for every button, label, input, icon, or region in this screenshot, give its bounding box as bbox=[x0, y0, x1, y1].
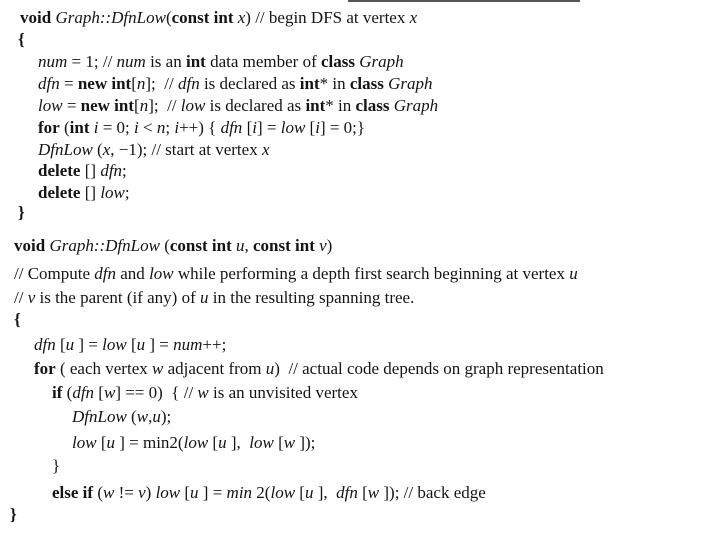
code-token: const int bbox=[171, 8, 238, 27]
code-token: else if bbox=[52, 483, 94, 502]
code-token: [ bbox=[295, 483, 305, 502]
code-token: [ bbox=[131, 74, 137, 93]
code-token: v bbox=[27, 288, 36, 307]
code-line bbox=[18, 30, 25, 50]
code-line bbox=[10, 505, 17, 525]
code-token: [ bbox=[126, 335, 137, 354]
code-token: Graph::DfnLow bbox=[49, 236, 160, 255]
code-token: num bbox=[38, 52, 68, 71]
code-token: u bbox=[236, 236, 245, 255]
code-token: ; bbox=[124, 183, 130, 202]
code-token: dfn bbox=[100, 161, 123, 180]
code-token: data member of bbox=[205, 52, 321, 71]
code-token: new int bbox=[80, 96, 135, 115]
code-token: u bbox=[190, 483, 199, 502]
code-token: [ bbox=[180, 483, 191, 502]
code-token: ( bbox=[159, 236, 170, 255]
code-token: ( each vertex bbox=[55, 359, 152, 378]
code-token: dfn bbox=[220, 118, 243, 137]
code-token: ) bbox=[326, 236, 333, 255]
code-token: , bbox=[244, 236, 253, 255]
code-token: } bbox=[52, 456, 61, 475]
code-token: [] bbox=[80, 183, 101, 202]
code-token: is an bbox=[145, 52, 186, 71]
code-token: class bbox=[349, 74, 384, 93]
code-token: is declared as bbox=[199, 74, 300, 93]
code-token: [ bbox=[357, 483, 368, 502]
code-line bbox=[14, 264, 578, 284]
code-token: [ bbox=[208, 433, 219, 452]
code-token: n bbox=[139, 96, 149, 115]
code-token: ) // actual code depends on graph representation bbox=[274, 359, 604, 378]
code-token: Graph bbox=[388, 74, 433, 93]
code-token: w bbox=[152, 359, 164, 378]
code-token: [] bbox=[80, 161, 101, 180]
code-token: ; bbox=[122, 161, 127, 180]
code-token: u bbox=[65, 335, 75, 354]
code-line bbox=[14, 236, 332, 256]
code-token: = 1; // bbox=[67, 52, 117, 71]
code-token: low bbox=[149, 264, 174, 283]
code-token: [ bbox=[134, 96, 140, 115]
code-token: for bbox=[38, 118, 60, 137]
code-token: low bbox=[155, 483, 181, 502]
code-token: int bbox=[69, 118, 90, 137]
code-token: low bbox=[249, 433, 274, 452]
code-token: } bbox=[18, 203, 25, 222]
code-token: while performing a depth first search beginning at vertex bbox=[173, 264, 570, 283]
code-token: [ bbox=[96, 433, 107, 452]
code-token: low bbox=[280, 118, 306, 137]
code-token: x bbox=[102, 140, 111, 159]
code-token: != bbox=[114, 483, 139, 502]
code-token: ], bbox=[313, 483, 337, 502]
code-token: { bbox=[14, 310, 21, 329]
code-token: ( bbox=[126, 407, 137, 426]
code-token: , bbox=[148, 407, 153, 426]
code-token: = 0; bbox=[98, 118, 135, 137]
code-token: class bbox=[321, 52, 355, 71]
code-token: = bbox=[62, 96, 81, 115]
code-token: [ bbox=[94, 383, 104, 402]
top-rule bbox=[348, 0, 580, 2]
code-token: , −1); // start at vertex bbox=[110, 140, 262, 159]
code-token: = bbox=[59, 74, 78, 93]
code-line bbox=[14, 310, 21, 330]
code-line bbox=[34, 335, 226, 355]
code-token: i bbox=[93, 118, 99, 137]
code-token: ); bbox=[160, 407, 172, 426]
code-token: u bbox=[152, 407, 161, 426]
code-token: adjacent from bbox=[163, 359, 266, 378]
code-token: * in bbox=[319, 74, 350, 93]
code-token: [ bbox=[273, 433, 284, 452]
code-line bbox=[72, 433, 315, 453]
code-token: ++; bbox=[202, 335, 227, 354]
code-line bbox=[20, 8, 417, 28]
code-token: ( bbox=[165, 8, 172, 27]
code-token: int bbox=[185, 52, 206, 71]
code-token: < bbox=[138, 118, 157, 137]
code-token: w bbox=[197, 383, 209, 402]
code-token: ; bbox=[165, 118, 175, 137]
code-line bbox=[38, 96, 438, 116]
code-token: u bbox=[569, 264, 578, 283]
code-token: low bbox=[38, 96, 63, 115]
code-token: w bbox=[103, 483, 115, 502]
code-line bbox=[18, 203, 25, 223]
code-line bbox=[38, 118, 365, 138]
code-line bbox=[14, 288, 414, 308]
code-token: w bbox=[136, 407, 149, 426]
code-token: w bbox=[367, 483, 380, 502]
code-token: num bbox=[173, 335, 203, 354]
code-token: n bbox=[136, 74, 146, 93]
code-token: dfn bbox=[72, 383, 95, 402]
code-token: [ bbox=[242, 118, 253, 137]
code-token: // Compute bbox=[14, 264, 95, 283]
code-token: ] = min2( bbox=[114, 433, 184, 452]
code-token: w bbox=[283, 433, 296, 452]
code-token: dfn bbox=[177, 74, 200, 93]
code-token: if bbox=[52, 383, 63, 402]
code-token: ]); // back edge bbox=[379, 483, 486, 502]
code-line bbox=[52, 483, 486, 503]
code-token: ( bbox=[59, 118, 70, 137]
code-token: u bbox=[106, 433, 115, 452]
code-token: dfn bbox=[34, 335, 56, 354]
code-token: ( bbox=[92, 140, 103, 159]
code-token: dfn bbox=[38, 74, 60, 93]
code-token: delete bbox=[38, 161, 81, 180]
code-token: const int bbox=[253, 236, 320, 255]
code-token: ] = bbox=[256, 118, 281, 137]
code-token: u bbox=[218, 433, 227, 452]
code-token: ) bbox=[145, 483, 156, 502]
code-token: u bbox=[136, 335, 146, 354]
code-line bbox=[72, 407, 171, 427]
code-token: i bbox=[252, 118, 257, 137]
code-token: low bbox=[100, 183, 125, 202]
code-token: delete bbox=[38, 183, 81, 202]
code-token: v bbox=[138, 483, 146, 502]
code-token: Graph::DfnLow bbox=[55, 8, 166, 27]
code-token: dfn bbox=[336, 483, 358, 502]
code-token: u bbox=[265, 359, 275, 378]
code-line bbox=[38, 52, 404, 72]
code-token: x bbox=[409, 8, 418, 27]
code-line bbox=[52, 383, 358, 403]
code-token: new int bbox=[77, 74, 132, 93]
code-token: 2( bbox=[252, 483, 271, 502]
code-token: DfnLow bbox=[38, 140, 93, 159]
code-token: i bbox=[315, 118, 320, 137]
code-token: low bbox=[72, 433, 97, 452]
code-token: low bbox=[270, 483, 296, 502]
code-line bbox=[38, 161, 127, 181]
code-token: ( bbox=[62, 383, 73, 402]
code-token: * in bbox=[325, 96, 356, 115]
code-token: num bbox=[116, 52, 146, 71]
code-token: [ bbox=[55, 335, 66, 354]
code-token: dfn bbox=[94, 264, 117, 283]
code-token: for bbox=[34, 359, 56, 378]
code-token: low bbox=[180, 96, 206, 115]
code-token: ]; // bbox=[145, 74, 178, 93]
code-token: Graph bbox=[393, 96, 439, 115]
code-token: is declared as bbox=[205, 96, 306, 115]
code-token: void bbox=[20, 8, 56, 27]
code-line bbox=[38, 74, 433, 94]
code-token: // bbox=[14, 288, 28, 307]
code-token: x bbox=[237, 8, 246, 27]
code-token: DfnLow bbox=[72, 407, 127, 426]
code-token: ( bbox=[93, 483, 103, 502]
code-token: ]; // bbox=[148, 96, 181, 115]
code-token: u bbox=[304, 483, 314, 502]
code-token: w bbox=[103, 383, 116, 402]
code-token: low bbox=[183, 433, 209, 452]
code-token: int bbox=[305, 96, 326, 115]
code-token: { bbox=[18, 30, 25, 49]
code-token: ) // begin DFS at vertex bbox=[245, 8, 410, 27]
code-token: const int bbox=[169, 236, 236, 255]
code-token: ++) { bbox=[179, 118, 221, 137]
code-token: ]); bbox=[295, 433, 316, 452]
code-token: u bbox=[200, 288, 209, 307]
code-token: [ bbox=[305, 118, 316, 137]
code-token: ] = bbox=[198, 483, 227, 502]
code-token: ] = 0;} bbox=[319, 118, 366, 137]
code-token: void bbox=[14, 236, 50, 255]
code-token: Graph bbox=[359, 52, 404, 71]
code-token: v bbox=[319, 236, 327, 255]
code-line bbox=[38, 140, 270, 160]
code-token: and bbox=[116, 264, 150, 283]
code-token: int bbox=[299, 74, 320, 93]
code-token: n bbox=[156, 118, 166, 137]
code-token: } bbox=[10, 505, 17, 524]
code-token: min bbox=[226, 483, 253, 502]
code-line bbox=[34, 359, 604, 379]
code-token: ] = bbox=[145, 335, 174, 354]
code-token: is the parent (if any) of bbox=[35, 288, 200, 307]
code-token: i bbox=[174, 118, 180, 137]
code-token: ], bbox=[226, 433, 250, 452]
code-token: ] == 0) { // bbox=[115, 383, 198, 402]
code-token: low bbox=[102, 335, 127, 354]
code-token: class bbox=[355, 96, 390, 115]
code-line bbox=[38, 183, 130, 203]
code-token: ] = bbox=[74, 335, 103, 354]
code-token: in the resulting spanning tree. bbox=[208, 288, 415, 307]
code-token: x bbox=[261, 140, 270, 159]
code-token: i bbox=[134, 118, 139, 137]
code-line bbox=[52, 456, 60, 476]
code-token: is an unvisited vertex bbox=[208, 383, 358, 402]
